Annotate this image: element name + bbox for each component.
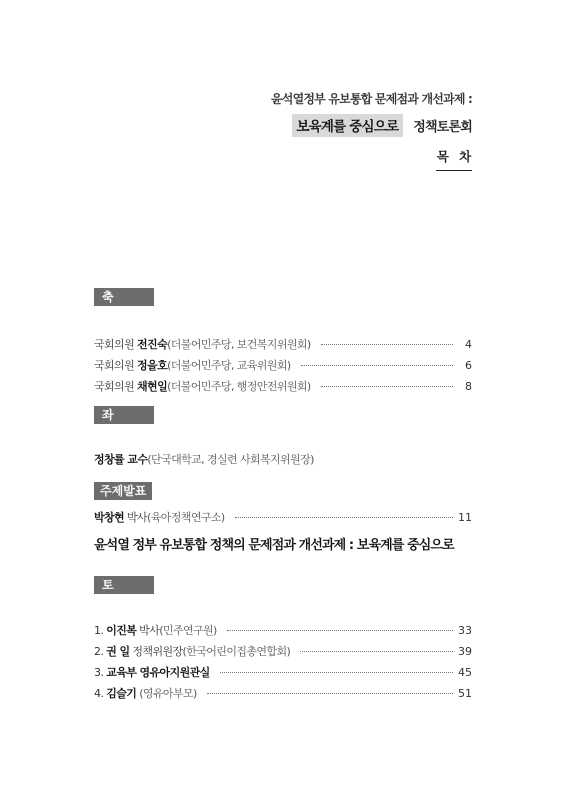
- row-number: 4.: [94, 687, 107, 700]
- row-name: 김슬기: [106, 687, 137, 700]
- row-role: 박사: [136, 624, 160, 637]
- page-number: 51: [458, 687, 472, 700]
- row-prefix: 국회의원: [94, 359, 138, 372]
- section-discussion: [94, 576, 472, 704]
- row-number: 1.: [94, 624, 107, 637]
- congrats-list: [94, 334, 472, 397]
- header-title-rest: 정책토론회: [413, 120, 472, 135]
- discussion-list: [94, 620, 472, 704]
- chair-row[interactable]: [94, 449, 472, 470]
- leader-dots: [207, 692, 453, 694]
- section-label-discussion: 토 론: [94, 576, 154, 594]
- row-role: 정책위원장: [129, 645, 183, 658]
- row-name: 전진숙: [137, 338, 168, 351]
- presenter-role: 박사: [124, 511, 148, 524]
- leader-dots: [321, 385, 453, 387]
- toc-row[interactable]: [94, 683, 472, 704]
- section-label-chair: 좌 장: [94, 406, 154, 424]
- leader-dots: [235, 516, 453, 518]
- row-name: 채현일: [137, 380, 168, 393]
- row-name: 정을호: [137, 359, 168, 372]
- row-name: 교육부 영유아지원관실: [106, 666, 210, 679]
- page-number: 4: [465, 338, 472, 351]
- row-name: 이진복: [106, 624, 137, 637]
- page-number: 33: [458, 624, 472, 637]
- section-label-presentation: 주제발표: [94, 482, 152, 500]
- document-header: [271, 90, 472, 137]
- presentation-title: 윤석열 정부 유보통합 정책의 문제점과 개선과제 : 보육계를 중심으로: [94, 538, 454, 553]
- presenter-affiliation: (육아정책연구소): [147, 511, 225, 524]
- toc-row[interactable]: [94, 620, 472, 641]
- toc-row[interactable]: [94, 334, 472, 355]
- leader-dots: [300, 650, 453, 652]
- row-affiliation: (민주연구원): [159, 624, 217, 637]
- toc-row[interactable]: [94, 355, 472, 376]
- leader-dots: [321, 343, 453, 345]
- toc-row[interactable]: [94, 376, 472, 397]
- section-label-congrats: 축 사: [94, 288, 154, 306]
- presenter-name: 박창현: [94, 511, 125, 524]
- row-number: 3.: [94, 666, 107, 679]
- page-number: 8: [465, 380, 472, 393]
- leader-dots: [220, 671, 453, 673]
- chair-affiliation: (단국대학교, 경실련 사회복지위원장): [147, 453, 314, 466]
- section-chair: [94, 406, 472, 470]
- row-prefix: 국회의원: [94, 380, 138, 393]
- row-prefix: 국회의원: [94, 338, 138, 351]
- row-affiliation: (영유아부모): [139, 687, 197, 700]
- chair-name: 정창률 교수: [94, 453, 148, 466]
- row-affiliation: (더불어민주당, 행정안전위원회): [167, 380, 311, 393]
- header-highlight: 보육계를 중심으로: [292, 114, 403, 137]
- row-number: 2.: [94, 645, 107, 658]
- toc-title: 목 차: [436, 147, 472, 171]
- row-affiliation: (더불어민주당, 보건복지위원회): [167, 338, 311, 351]
- row-affiliation: (더불어민주당, 교육위원회): [167, 359, 291, 372]
- leader-dots: [301, 364, 453, 366]
- section-congrats: [94, 288, 472, 397]
- page-number: 11: [458, 511, 472, 524]
- section-presentation: [94, 480, 472, 553]
- row-name: 권 일: [106, 645, 130, 658]
- page-number: 6: [465, 359, 472, 372]
- leader-dots: [227, 629, 453, 631]
- row-affiliation: (한국어린이집총연합회): [182, 645, 291, 658]
- page-number: 39: [458, 645, 472, 658]
- toc-row[interactable]: [94, 662, 472, 683]
- toc-row[interactable]: [94, 507, 472, 528]
- toc-row[interactable]: [94, 641, 472, 662]
- header-subtitle: 윤석열정부 유보통합 문제점과 개선과제 :: [271, 92, 472, 106]
- page-number: 45: [458, 666, 472, 679]
- header-title-row: [271, 114, 472, 137]
